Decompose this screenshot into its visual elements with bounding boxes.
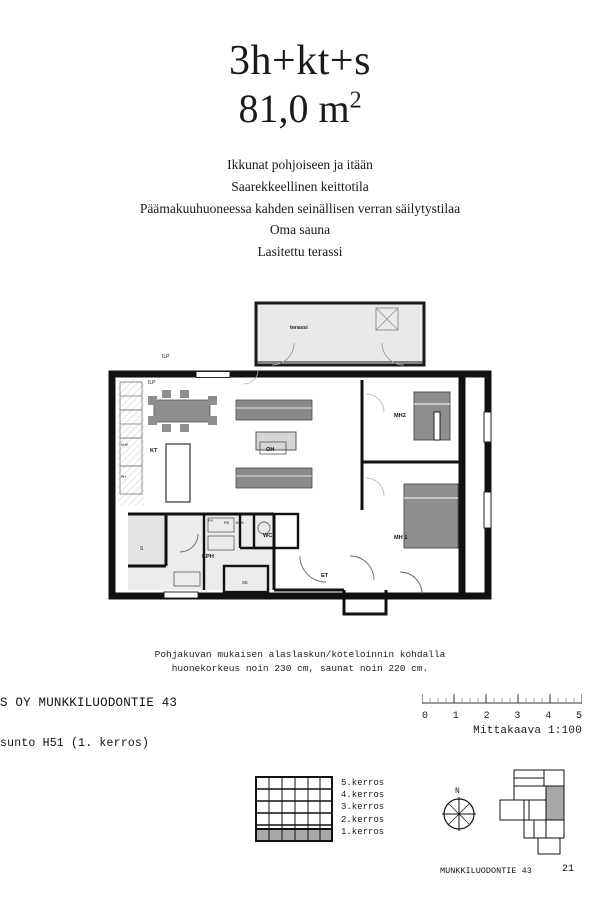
floor-stack-diagram <box>255 776 333 842</box>
scale-label: Mittakaava 1:100 <box>473 725 582 737</box>
feature-item: Saarekkeellinen keittotila <box>231 178 369 194</box>
area-value: 81,0 m <box>238 86 350 132</box>
scale-tick: 2 <box>483 711 490 722</box>
floor-highlight <box>256 829 332 841</box>
scale-bar <box>414 692 582 737</box>
room-label-pk: PK <box>224 520 230 525</box>
floor-label-4[interactable]: 4.kerros <box>341 790 385 801</box>
floor-label-1[interactable]: 1.kerros <box>341 826 385 837</box>
floor-label-2[interactable]: 2.kerros <box>341 814 385 825</box>
room-label-et: ET <box>321 573 329 579</box>
apartment-id: sunto H51 (1. kerros) <box>0 737 150 750</box>
floor-plan <box>104 296 496 644</box>
feature-item: Ikkunat pohjoiseen ja itään <box>227 156 373 172</box>
room-label-ilp-2: ILP <box>148 380 156 386</box>
room-label-s: S <box>140 546 144 552</box>
room-label-ph: PH <box>121 475 126 479</box>
compass-north-label: N <box>455 787 460 796</box>
room-label-oh: OH <box>266 447 275 453</box>
feature-item: Päämakuuhuoneessa kahden seinällisen verran säilytystilaa <box>139 200 461 216</box>
floor-selector <box>255 776 384 842</box>
room-label-khk: KHK <box>121 443 129 447</box>
room-label-mh1: MH 1 <box>394 535 408 541</box>
plan-note-line-2: huonekorkeus noin 230 cm, saunat noin 220 cm. <box>171 663 429 675</box>
room-label-mh2: MH2 <box>394 413 406 419</box>
room-label-ilp-1: ILP <box>162 354 170 360</box>
room-label-terassi: terassi <box>290 325 308 331</box>
room-label-wc: WC <box>263 533 273 539</box>
feature-item: Oma sauna <box>269 222 331 238</box>
floor-label-5[interactable]: 5.kerros <box>341 778 385 788</box>
scale-tick: 5 <box>575 711 582 722</box>
room-label-kph: KPH <box>202 554 214 560</box>
room-label-kpk: KPK <box>236 520 245 525</box>
site-plan <box>498 768 584 860</box>
company-name: S OY MUNKKILUODONTIE 43 <box>0 696 178 710</box>
scale-tick: 4 <box>545 711 552 722</box>
plan-note-line-1: Pohjakuvan mukaisen alaslaskun/koteloinnin kohdalla <box>154 649 446 660</box>
room-label-sk: SK <box>242 580 248 585</box>
page-header <box>0 38 600 263</box>
floor-labels <box>341 776 384 838</box>
page-title: 3h+kt+s <box>229 38 371 84</box>
footer-identification <box>0 696 177 750</box>
floor-label-3[interactable]: 3.kerros <box>341 802 385 813</box>
plan-note <box>0 648 600 677</box>
site-plan-caption: MUNKKILUODONTIE 43 <box>440 866 532 876</box>
terrace-area <box>256 303 424 365</box>
feature-list <box>0 154 600 263</box>
scale-tick: 1 <box>452 711 459 722</box>
area-superscript: 2 <box>349 87 362 114</box>
room-label-kt: KT <box>150 448 158 454</box>
room-label-py: PY <box>208 518 214 523</box>
compass-rose <box>437 784 481 836</box>
feature-item: Lasitettu terassi <box>257 244 343 260</box>
scale-tick: 3 <box>514 711 521 722</box>
scale-graphic <box>422 692 582 705</box>
page-number: 21 <box>562 864 575 875</box>
area-title <box>0 87 600 132</box>
scale-tick: 0 <box>422 711 429 722</box>
scale-tick-labels <box>422 711 582 722</box>
